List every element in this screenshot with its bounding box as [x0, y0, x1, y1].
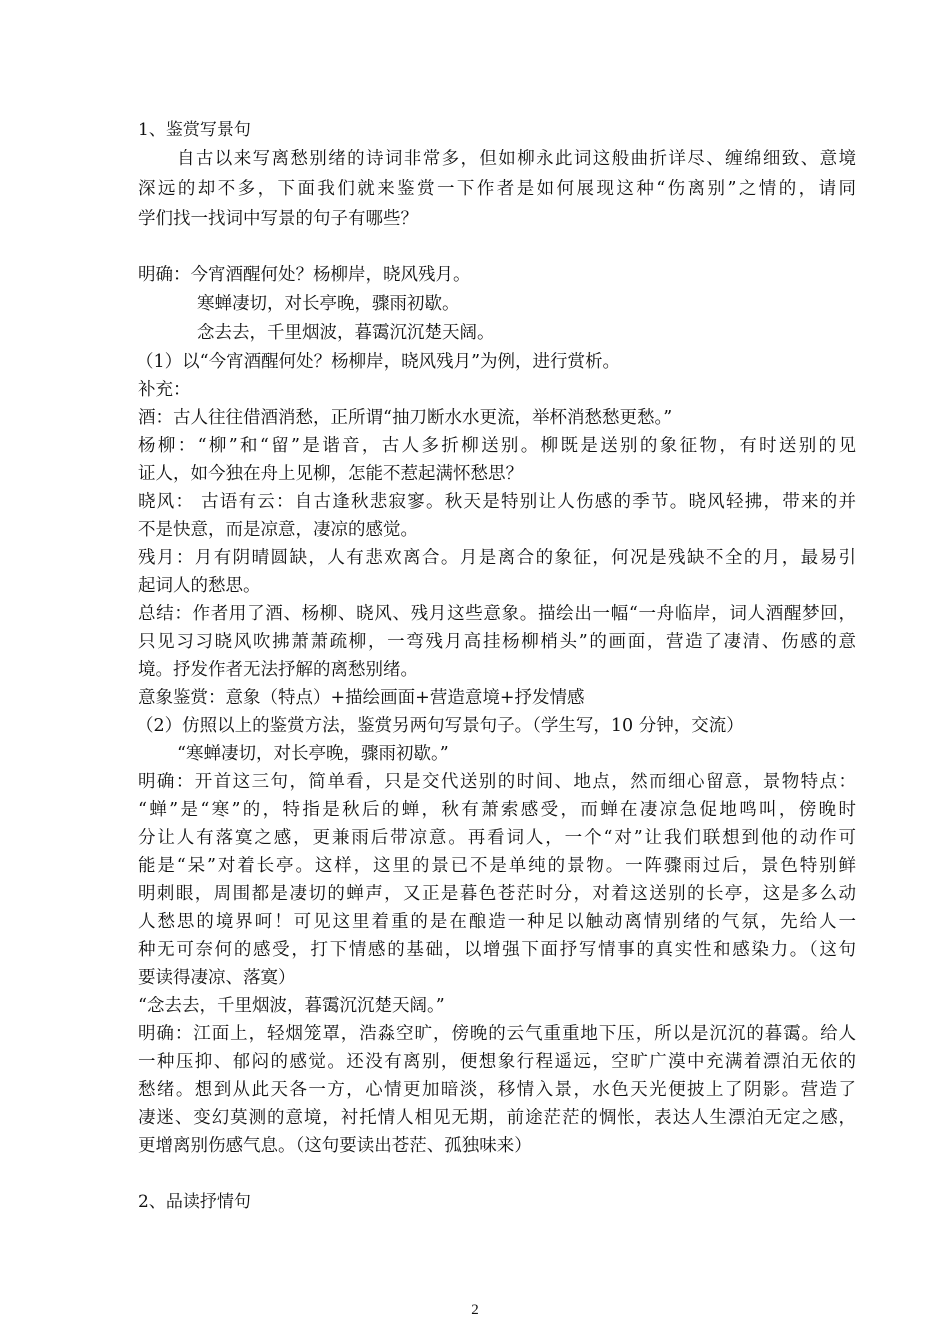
intro-paragraph-line: 学们找一找词中写景的句子有哪些？ — [138, 209, 418, 229]
analysis-line: 凄迷、变幻莫测的意境，衬托情人相见无期，前途茫茫的惆怅，表达人生漂泊无定之感， — [138, 1108, 856, 1128]
note-willow: 杨柳：“柳”和“留”是谐音，古人多折柳送别。柳既是送别的象征物，有时送别的见 — [138, 436, 856, 456]
imagery-method: 意象鉴赏：意象（特点）+描绘画面+营造意境+抒发情感 — [138, 688, 585, 708]
quote-line: “念去去，千里烟波，暮霭沉沉楚天阔。” — [138, 996, 445, 1016]
analysis-line: 种无可奈何的感受，打下情感的基础，以增强下面抒写情事的真实性和感染力。（这句 — [138, 940, 856, 960]
analysis-line: “蝉”是“寒”的，特指是秋后的蝉，秋有萧索感受，而蝉在凄凉急促地鸣叫，傍晚时 — [138, 800, 856, 820]
page-number: 2 — [471, 1302, 479, 1318]
intro-paragraph-line: 自古以来写离愁别绪的诗词非常多，但如柳永此词这般曲折详尽、缠绵细致、意境 — [177, 149, 856, 169]
note-waning-moon: 残月：月有阴晴圆缺，人有悲欢离合。月是离合的象征，何况是残缺不全的月，最易引 — [138, 548, 856, 568]
summary-line: 总结：作者用了酒、杨柳、晓风、残月这些意象。描绘出一幅“一舟临岸，词人酒醒梦回， — [138, 604, 856, 624]
analysis-line: 明刺眼，周围都是凄切的蝉声，又正是暮色苍茫时分，对着这送别的长亭，这是多么动 — [138, 884, 856, 904]
note-willow: 证人，如今独在舟上见柳，怎能不惹起满怀愁思？ — [138, 464, 523, 484]
note-morning-wind: 不是快意，而是凉意，凄凉的感觉。 — [138, 520, 418, 540]
question-1: （1）以“今宵酒醒何处？杨柳岸，晓风残月”为例，进行赏析。 — [136, 352, 621, 372]
analysis-line: 分让人有落寞之感，更兼雨后带凉意。再看词人，一个“对”让我们联想到他的动作可 — [138, 828, 856, 848]
question-2: （2）仿照以上的鉴赏方法，鉴赏另两句写景句子。（学生写，10 分钟，交流） — [136, 716, 744, 736]
analysis-line: 愁绪。想到从此天各一方，心情更加暗淡，移情入景，水色天光便披上了阴影。营造了 — [138, 1080, 856, 1100]
analysis-line: 一种压抑、郁闷的感觉。还没有离别，便想象行程遥远，空旷广漠中充满着漂泊无依的 — [138, 1052, 856, 1072]
analysis-line: 明确：开首这三句，简单看，只是交代送别的时间、地点，然而细心留意，景物特点： — [138, 772, 856, 792]
section-heading-2: 2、品读抒情句 — [138, 1192, 251, 1212]
supplement-label: 补充： — [138, 380, 191, 400]
summary-line: 只见习习晓风吹拂萧萧疏柳，一弯残月高挂杨柳梢头”的画面，营造了凄清、伤感的意 — [138, 632, 856, 652]
answer-line: 念去去，千里烟波，暮霭沉沉楚天阔。 — [197, 323, 495, 343]
note-wine: 酒：古人往往借酒消愁，正所谓“抽刀断水水更流，举杯消愁愁更愁。” — [138, 408, 673, 428]
analysis-line: 要读得凄凉、落寞） — [138, 968, 296, 988]
section-heading-1: 1、鉴赏写景句 — [138, 120, 251, 140]
summary-line: 境。抒发作者无法抒解的离愁别绪。 — [138, 660, 418, 680]
answer-line: 寒蝉凄切，对长亭晚，骤雨初歇。 — [197, 294, 460, 314]
quote-line: “寒蝉凄切，对长亭晚，骤雨初歇。” — [177, 744, 449, 764]
analysis-line: 明确：江面上，轻烟笼罩，浩淼空旷，傍晚的云气重重地下压，所以是沉沉的暮霭。给人 — [138, 1024, 856, 1044]
note-waning-moon: 起词人的愁思。 — [138, 576, 261, 596]
note-morning-wind: 晓风： 古语有云：自古逢秋悲寂寥。秋天是特别让人伤感的季节。晓风轻拂，带来的并 — [138, 492, 856, 512]
analysis-line: 人愁思的境界呵！可见这里着重的是在酿造一种足以触动离情别绪的气氛，先给人一 — [138, 912, 856, 932]
intro-paragraph-line: 深远的却不多，下面我们就来鉴赏一下作者是如何展现这种“伤离别”之情的，请同 — [138, 179, 856, 199]
analysis-line: 能是“呆”对着长亭。这样，这里的景已不是单纯的景物。一阵骤雨过后，景色特别鲜 — [138, 856, 856, 876]
analysis-line: 更增离别伤感气息。（这句要读出苍茫、孤独味来） — [138, 1136, 532, 1156]
answer-line: 明确：今宵酒醒何处？杨柳岸，晓风残月。 — [138, 265, 471, 285]
